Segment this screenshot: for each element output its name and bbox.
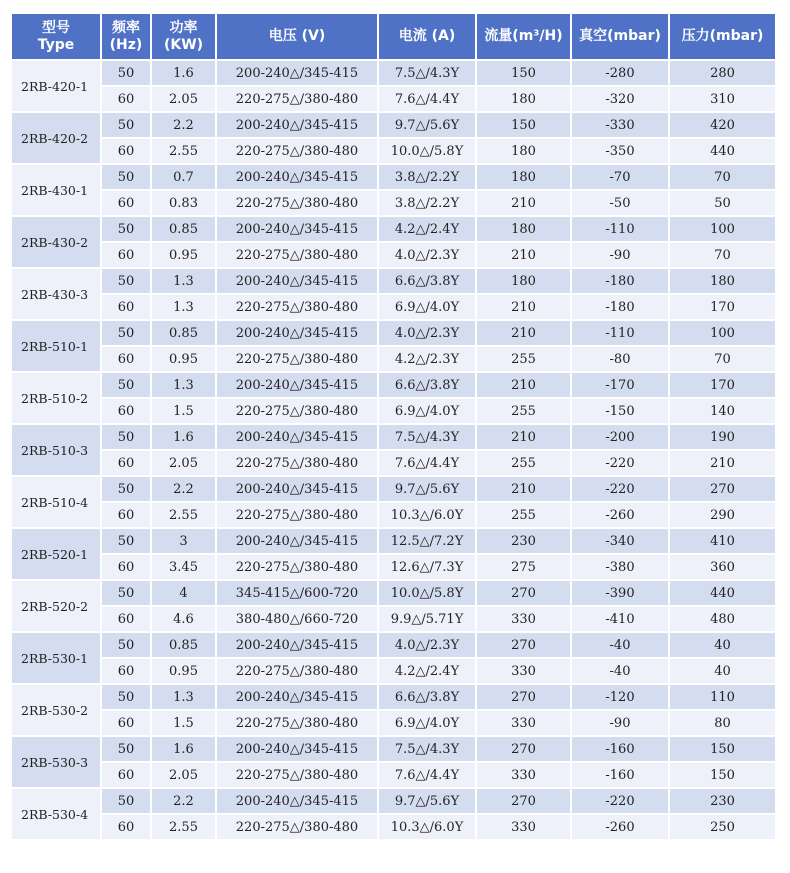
spec-table xyxy=(10,12,777,841)
header-frequency: 频率 (Hz) xyxy=(101,13,151,60)
frequency-cell: 50 xyxy=(101,320,151,346)
table-row xyxy=(11,502,776,528)
power-cell: 1.3 xyxy=(151,294,216,320)
table-row xyxy=(11,216,776,242)
power-cell: 1.6 xyxy=(151,736,216,762)
table-row xyxy=(11,606,776,632)
frequency-cell: 60 xyxy=(101,398,151,424)
pressure-cell: 40 xyxy=(669,658,776,684)
pressure-cell: 210 xyxy=(669,450,776,476)
table-row xyxy=(11,554,776,580)
flow-cell: 210 xyxy=(476,372,571,398)
frequency-cell: 60 xyxy=(101,606,151,632)
table-row xyxy=(11,710,776,736)
pressure-cell: 70 xyxy=(669,346,776,372)
table-row xyxy=(11,476,776,502)
voltage-cell: 200-240△/345-415 xyxy=(216,424,378,450)
table-row xyxy=(11,736,776,762)
flow-cell: 330 xyxy=(476,710,571,736)
voltage-cell: 220-275△/380-480 xyxy=(216,86,378,112)
power-cell: 0.95 xyxy=(151,658,216,684)
power-cell: 2.2 xyxy=(151,112,216,138)
pressure-cell: 150 xyxy=(669,736,776,762)
vacuum-cell: -110 xyxy=(571,320,669,346)
voltage-cell: 200-240△/345-415 xyxy=(216,268,378,294)
current-cell: 10.3△/6.0Y xyxy=(378,814,476,840)
header-type: 型号 Type xyxy=(11,13,101,60)
pressure-cell: 250 xyxy=(669,814,776,840)
voltage-cell: 200-240△/345-415 xyxy=(216,164,378,190)
voltage-cell: 200-240△/345-415 xyxy=(216,476,378,502)
vacuum-cell: -320 xyxy=(571,86,669,112)
voltage-cell: 200-240△/345-415 xyxy=(216,736,378,762)
frequency-cell: 60 xyxy=(101,86,151,112)
frequency-cell: 60 xyxy=(101,554,151,580)
frequency-cell: 60 xyxy=(101,190,151,216)
flow-cell: 180 xyxy=(476,138,571,164)
flow-cell: 255 xyxy=(476,346,571,372)
current-cell: 6.9△/4.0Y xyxy=(378,710,476,736)
model-type-cell: 2RB-430-3 xyxy=(11,268,101,320)
current-cell: 3.8△/2.2Y xyxy=(378,190,476,216)
model-type-cell: 2RB-510-4 xyxy=(11,476,101,528)
model-type-cell: 2RB-510-2 xyxy=(11,372,101,424)
flow-cell: 270 xyxy=(476,580,571,606)
model-type-cell: 2RB-420-2 xyxy=(11,112,101,164)
table-row xyxy=(11,450,776,476)
frequency-cell: 50 xyxy=(101,164,151,190)
table-row xyxy=(11,788,776,814)
power-cell: 3 xyxy=(151,528,216,554)
flow-cell: 150 xyxy=(476,60,571,86)
power-cell: 2.55 xyxy=(151,502,216,528)
power-cell: 1.5 xyxy=(151,398,216,424)
header-power: 功率 (KW) xyxy=(151,13,216,60)
voltage-cell: 220-275△/380-480 xyxy=(216,346,378,372)
frequency-cell: 50 xyxy=(101,684,151,710)
power-cell: 3.45 xyxy=(151,554,216,580)
power-cell: 4 xyxy=(151,580,216,606)
frequency-cell: 60 xyxy=(101,658,151,684)
current-cell: 9.7△/5.6Y xyxy=(378,112,476,138)
vacuum-cell: -340 xyxy=(571,528,669,554)
voltage-cell: 380-480△/660-720 xyxy=(216,606,378,632)
pressure-cell: 170 xyxy=(669,372,776,398)
table-row xyxy=(11,320,776,346)
voltage-cell: 345-415△/600-720 xyxy=(216,580,378,606)
voltage-cell: 220-275△/380-480 xyxy=(216,190,378,216)
voltage-cell: 200-240△/345-415 xyxy=(216,372,378,398)
voltage-cell: 220-275△/380-480 xyxy=(216,502,378,528)
current-cell: 7.6△/4.4Y xyxy=(378,762,476,788)
table-body xyxy=(11,60,776,840)
current-cell: 4.0△/2.3Y xyxy=(378,320,476,346)
voltage-cell: 200-240△/345-415 xyxy=(216,112,378,138)
pressure-cell: 290 xyxy=(669,502,776,528)
pressure-cell: 280 xyxy=(669,60,776,86)
current-cell: 7.6△/4.4Y xyxy=(378,86,476,112)
current-cell: 7.6△/4.4Y xyxy=(378,450,476,476)
flow-cell: 255 xyxy=(476,450,571,476)
flow-cell: 180 xyxy=(476,216,571,242)
pressure-cell: 40 xyxy=(669,632,776,658)
header-flow: 流量(m³/H) xyxy=(476,13,571,60)
flow-cell: 270 xyxy=(476,684,571,710)
frequency-cell: 50 xyxy=(101,60,151,86)
frequency-cell: 60 xyxy=(101,502,151,528)
flow-cell: 275 xyxy=(476,554,571,580)
vacuum-cell: -80 xyxy=(571,346,669,372)
model-type-cell: 2RB-530-3 xyxy=(11,736,101,788)
flow-cell: 270 xyxy=(476,736,571,762)
table-row xyxy=(11,372,776,398)
current-cell: 12.5△/7.2Y xyxy=(378,528,476,554)
frequency-cell: 50 xyxy=(101,788,151,814)
vacuum-cell: -120 xyxy=(571,684,669,710)
frequency-cell: 60 xyxy=(101,450,151,476)
vacuum-cell: -260 xyxy=(571,502,669,528)
pressure-cell: 360 xyxy=(669,554,776,580)
frequency-cell: 50 xyxy=(101,580,151,606)
model-type-cell: 2RB-510-3 xyxy=(11,424,101,476)
current-cell: 4.2△/2.4Y xyxy=(378,216,476,242)
table-row xyxy=(11,268,776,294)
pressure-cell: 100 xyxy=(669,216,776,242)
frequency-cell: 60 xyxy=(101,346,151,372)
table-row xyxy=(11,528,776,554)
frequency-cell: 60 xyxy=(101,710,151,736)
current-cell: 9.7△/5.6Y xyxy=(378,788,476,814)
current-cell: 4.0△/2.3Y xyxy=(378,632,476,658)
voltage-cell: 220-275△/380-480 xyxy=(216,398,378,424)
frequency-cell: 50 xyxy=(101,476,151,502)
voltage-cell: 220-275△/380-480 xyxy=(216,242,378,268)
header-current: 电流 (A) xyxy=(378,13,476,60)
current-cell: 7.5△/4.3Y xyxy=(378,60,476,86)
frequency-cell: 50 xyxy=(101,216,151,242)
frequency-cell: 50 xyxy=(101,632,151,658)
table-row xyxy=(11,424,776,450)
voltage-cell: 200-240△/345-415 xyxy=(216,684,378,710)
flow-cell: 330 xyxy=(476,762,571,788)
voltage-cell: 200-240△/345-415 xyxy=(216,528,378,554)
power-cell: 0.83 xyxy=(151,190,216,216)
vacuum-cell: -390 xyxy=(571,580,669,606)
vacuum-cell: -160 xyxy=(571,762,669,788)
voltage-cell: 220-275△/380-480 xyxy=(216,450,378,476)
voltage-cell: 220-275△/380-480 xyxy=(216,658,378,684)
frequency-cell: 60 xyxy=(101,294,151,320)
table-row xyxy=(11,112,776,138)
table-row xyxy=(11,346,776,372)
voltage-cell: 200-240△/345-415 xyxy=(216,632,378,658)
flow-cell: 270 xyxy=(476,788,571,814)
frequency-cell: 50 xyxy=(101,424,151,450)
header-row xyxy=(11,13,776,60)
flow-cell: 210 xyxy=(476,190,571,216)
pressure-cell: 440 xyxy=(669,580,776,606)
vacuum-cell: -150 xyxy=(571,398,669,424)
pressure-cell: 230 xyxy=(669,788,776,814)
header-vacuum: 真空(mbar) xyxy=(571,13,669,60)
pressure-cell: 70 xyxy=(669,164,776,190)
pressure-cell: 140 xyxy=(669,398,776,424)
current-cell: 7.5△/4.3Y xyxy=(378,424,476,450)
power-cell: 1.3 xyxy=(151,372,216,398)
table-row xyxy=(11,138,776,164)
power-cell: 4.6 xyxy=(151,606,216,632)
flow-cell: 330 xyxy=(476,658,571,684)
pressure-cell: 50 xyxy=(669,190,776,216)
current-cell: 12.6△/7.3Y xyxy=(378,554,476,580)
vacuum-cell: -220 xyxy=(571,476,669,502)
flow-cell: 255 xyxy=(476,398,571,424)
vacuum-cell: -330 xyxy=(571,112,669,138)
voltage-cell: 220-275△/380-480 xyxy=(216,138,378,164)
vacuum-cell: -220 xyxy=(571,450,669,476)
table-row xyxy=(11,762,776,788)
frequency-cell: 60 xyxy=(101,138,151,164)
current-cell: 6.6△/3.8Y xyxy=(378,372,476,398)
flow-cell: 210 xyxy=(476,294,571,320)
vacuum-cell: -380 xyxy=(571,554,669,580)
voltage-cell: 220-275△/380-480 xyxy=(216,814,378,840)
current-cell: 9.7△/5.6Y xyxy=(378,476,476,502)
power-cell: 2.2 xyxy=(151,788,216,814)
pressure-cell: 110 xyxy=(669,684,776,710)
power-cell: 1.6 xyxy=(151,424,216,450)
vacuum-cell: -200 xyxy=(571,424,669,450)
table-row xyxy=(11,632,776,658)
table-row xyxy=(11,164,776,190)
voltage-cell: 200-240△/345-415 xyxy=(216,320,378,346)
voltage-cell: 200-240△/345-415 xyxy=(216,788,378,814)
current-cell: 9.9△/5.71Y xyxy=(378,606,476,632)
flow-cell: 255 xyxy=(476,502,571,528)
frequency-cell: 50 xyxy=(101,736,151,762)
flow-cell: 150 xyxy=(476,112,571,138)
flow-cell: 210 xyxy=(476,320,571,346)
flow-cell: 210 xyxy=(476,476,571,502)
power-cell: 0.7 xyxy=(151,164,216,190)
table-row xyxy=(11,242,776,268)
table-row xyxy=(11,580,776,606)
power-cell: 1.6 xyxy=(151,60,216,86)
flow-cell: 210 xyxy=(476,424,571,450)
power-cell: 1.3 xyxy=(151,268,216,294)
power-cell: 0.95 xyxy=(151,242,216,268)
flow-cell: 270 xyxy=(476,632,571,658)
frequency-cell: 60 xyxy=(101,814,151,840)
model-type-cell: 2RB-520-2 xyxy=(11,580,101,632)
vacuum-cell: -160 xyxy=(571,736,669,762)
flow-cell: 180 xyxy=(476,86,571,112)
pressure-cell: 170 xyxy=(669,294,776,320)
current-cell: 4.0△/2.3Y xyxy=(378,242,476,268)
voltage-cell: 220-275△/380-480 xyxy=(216,294,378,320)
vacuum-cell: -40 xyxy=(571,632,669,658)
flow-cell: 230 xyxy=(476,528,571,554)
frequency-cell: 60 xyxy=(101,762,151,788)
vacuum-cell: -40 xyxy=(571,658,669,684)
frequency-cell: 60 xyxy=(101,242,151,268)
header-voltage: 电压 (V) xyxy=(216,13,378,60)
pressure-cell: 70 xyxy=(669,242,776,268)
flow-cell: 330 xyxy=(476,814,571,840)
vacuum-cell: -110 xyxy=(571,216,669,242)
current-cell: 7.5△/4.3Y xyxy=(378,736,476,762)
model-type-cell: 2RB-530-4 xyxy=(11,788,101,840)
power-cell: 2.2 xyxy=(151,476,216,502)
power-cell: 0.85 xyxy=(151,632,216,658)
model-type-cell: 2RB-420-1 xyxy=(11,60,101,112)
model-type-cell: 2RB-430-2 xyxy=(11,216,101,268)
power-cell: 2.05 xyxy=(151,450,216,476)
flow-cell: 180 xyxy=(476,164,571,190)
model-type-cell: 2RB-530-2 xyxy=(11,684,101,736)
vacuum-cell: -260 xyxy=(571,814,669,840)
pressure-cell: 150 xyxy=(669,762,776,788)
frequency-cell: 50 xyxy=(101,112,151,138)
table-row xyxy=(11,658,776,684)
flow-cell: 180 xyxy=(476,268,571,294)
table-row xyxy=(11,398,776,424)
vacuum-cell: -170 xyxy=(571,372,669,398)
table-row xyxy=(11,814,776,840)
power-cell: 1.5 xyxy=(151,710,216,736)
vacuum-cell: -70 xyxy=(571,164,669,190)
frequency-cell: 50 xyxy=(101,268,151,294)
current-cell: 10.0△/5.8Y xyxy=(378,580,476,606)
pressure-cell: 80 xyxy=(669,710,776,736)
vacuum-cell: -220 xyxy=(571,788,669,814)
pressure-cell: 270 xyxy=(669,476,776,502)
model-type-cell: 2RB-430-1 xyxy=(11,164,101,216)
power-cell: 2.05 xyxy=(151,762,216,788)
power-cell: 1.3 xyxy=(151,684,216,710)
header-pressure: 压力(mbar) xyxy=(669,13,776,60)
current-cell: 4.2△/2.3Y xyxy=(378,346,476,372)
current-cell: 6.9△/4.0Y xyxy=(378,398,476,424)
current-cell: 10.0△/5.8Y xyxy=(378,138,476,164)
pressure-cell: 420 xyxy=(669,112,776,138)
power-cell: 2.55 xyxy=(151,814,216,840)
model-type-cell: 2RB-520-1 xyxy=(11,528,101,580)
power-cell: 2.05 xyxy=(151,86,216,112)
power-cell: 0.85 xyxy=(151,216,216,242)
power-cell: 0.85 xyxy=(151,320,216,346)
table-row xyxy=(11,60,776,86)
model-type-cell: 2RB-510-1 xyxy=(11,320,101,372)
power-cell: 2.55 xyxy=(151,138,216,164)
pressure-cell: 480 xyxy=(669,606,776,632)
vacuum-cell: -90 xyxy=(571,710,669,736)
voltage-cell: 220-275△/380-480 xyxy=(216,554,378,580)
flow-cell: 330 xyxy=(476,606,571,632)
vacuum-cell: -180 xyxy=(571,294,669,320)
current-cell: 6.9△/4.0Y xyxy=(378,294,476,320)
vacuum-cell: -410 xyxy=(571,606,669,632)
current-cell: 6.6△/3.8Y xyxy=(378,268,476,294)
current-cell: 3.8△/2.2Y xyxy=(378,164,476,190)
current-cell: 6.6△/3.8Y xyxy=(378,684,476,710)
vacuum-cell: -180 xyxy=(571,268,669,294)
table-row xyxy=(11,684,776,710)
table-row xyxy=(11,86,776,112)
voltage-cell: 220-275△/380-480 xyxy=(216,710,378,736)
model-type-cell: 2RB-530-1 xyxy=(11,632,101,684)
vacuum-cell: -280 xyxy=(571,60,669,86)
pressure-cell: 310 xyxy=(669,86,776,112)
table-row xyxy=(11,294,776,320)
table-row xyxy=(11,190,776,216)
current-cell: 10.3△/6.0Y xyxy=(378,502,476,528)
current-cell: 4.2△/2.4Y xyxy=(378,658,476,684)
voltage-cell: 200-240△/345-415 xyxy=(216,216,378,242)
pressure-cell: 180 xyxy=(669,268,776,294)
voltage-cell: 200-240△/345-415 xyxy=(216,60,378,86)
pressure-cell: 440 xyxy=(669,138,776,164)
pressure-cell: 190 xyxy=(669,424,776,450)
vacuum-cell: -350 xyxy=(571,138,669,164)
flow-cell: 210 xyxy=(476,242,571,268)
pressure-cell: 410 xyxy=(669,528,776,554)
frequency-cell: 50 xyxy=(101,528,151,554)
vacuum-cell: -50 xyxy=(571,190,669,216)
power-cell: 0.95 xyxy=(151,346,216,372)
pressure-cell: 100 xyxy=(669,320,776,346)
voltage-cell: 220-275△/380-480 xyxy=(216,762,378,788)
frequency-cell: 50 xyxy=(101,372,151,398)
vacuum-cell: -90 xyxy=(571,242,669,268)
